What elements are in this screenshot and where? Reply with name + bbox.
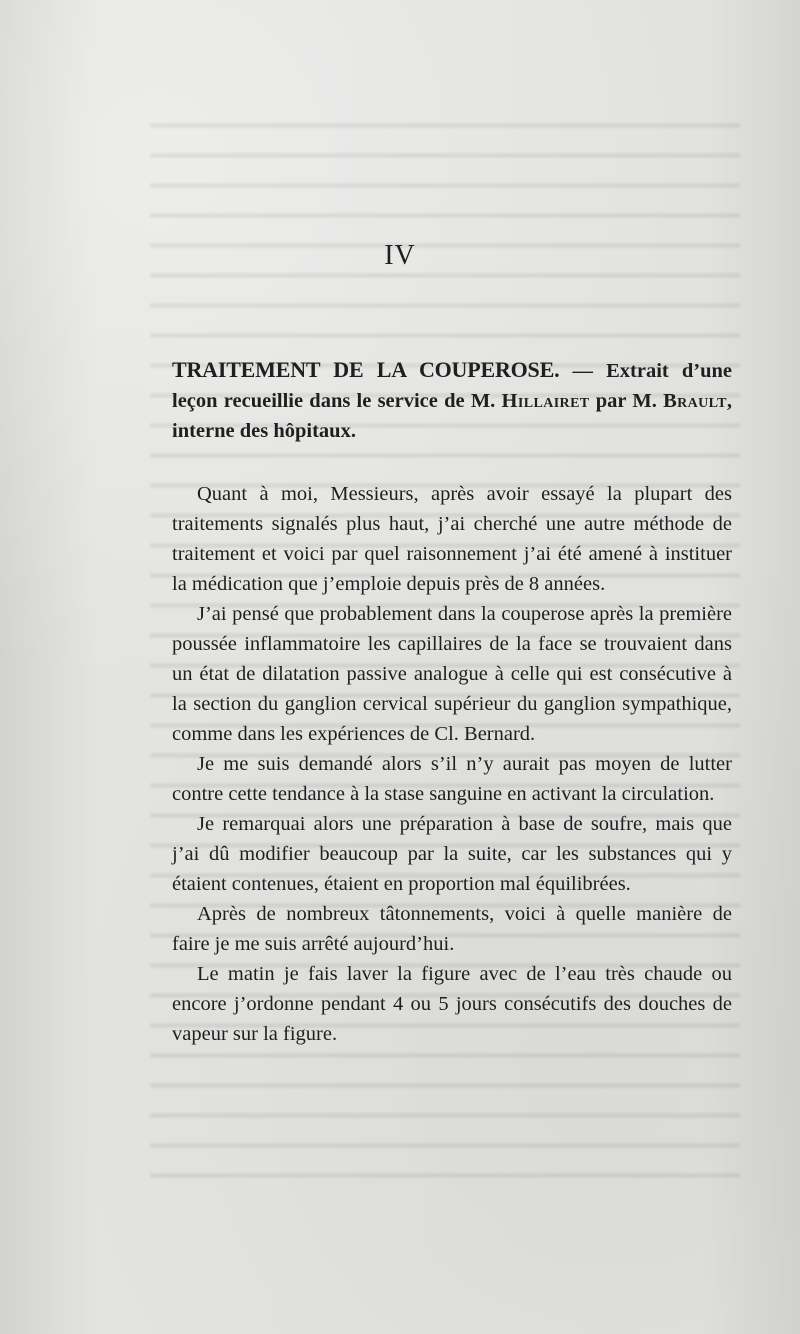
heading-main-title: TRAITEMENT DE LA COUPEROSE. xyxy=(172,357,560,382)
heading-text xyxy=(172,355,732,446)
paragraph-3: Je me suis demandé alors s’il n’y aurait pas moyen de lutter contre cette tendance à la stase sanguine en activant la circulation. xyxy=(172,753,732,805)
paragraph-2: J’ai pensé que probablement dans la couperose après la première poussée inflammatoire les capillaires de la face se trouvaient dans un état de dilatation passive analogue à celle qui est consécutive à la section du ganglion cervical supérieur du ganglion sympathique, comme dans les expériences de Cl. Bernard. xyxy=(172,603,732,745)
page-content xyxy=(172,355,732,1049)
paragraph-5: Après de nombreux tâtonnements, voici à quelle manière de faire je me suis arrêté aujourd’hui. xyxy=(172,903,732,955)
paragraph-4: Je remarquai alors une préparation à base de soufre, mais que j’ai dû modifier beaucoup par la suite, car les substances qui y étaient contenues, étaient en proportion mal équilibrées. xyxy=(172,813,732,895)
heading-name-brault: Brault xyxy=(663,390,727,412)
heading-name-hillairet: Hillairet xyxy=(501,390,590,412)
section-heading xyxy=(172,355,732,446)
chapter-number: IV xyxy=(384,240,416,271)
heading-subtitle-part-1: — Extrait d’une leçon recueillie dans le service de M. xyxy=(172,360,732,412)
paragraph-6: Le matin je fais laver la figure avec de l’eau très chaude ou encore j’ordonne pendant 4 ou 5 jours consécutifs des douches de vapeur sur la figure. xyxy=(172,963,732,1045)
paragraph-1: Quant à moi, Messieurs, après avoir essayé la plupart des traitements signalés plus haut, j’ai cherché une autre méthode de traitement et voici par quel raisonnement j’ai été amené à instituer la médication que j’emploie depuis près de 8 années. xyxy=(172,483,732,595)
heading-subtitle-part-3: , interne des hôpitaux. xyxy=(172,390,732,442)
heading-subtitle-part-2: par M. xyxy=(589,390,664,412)
